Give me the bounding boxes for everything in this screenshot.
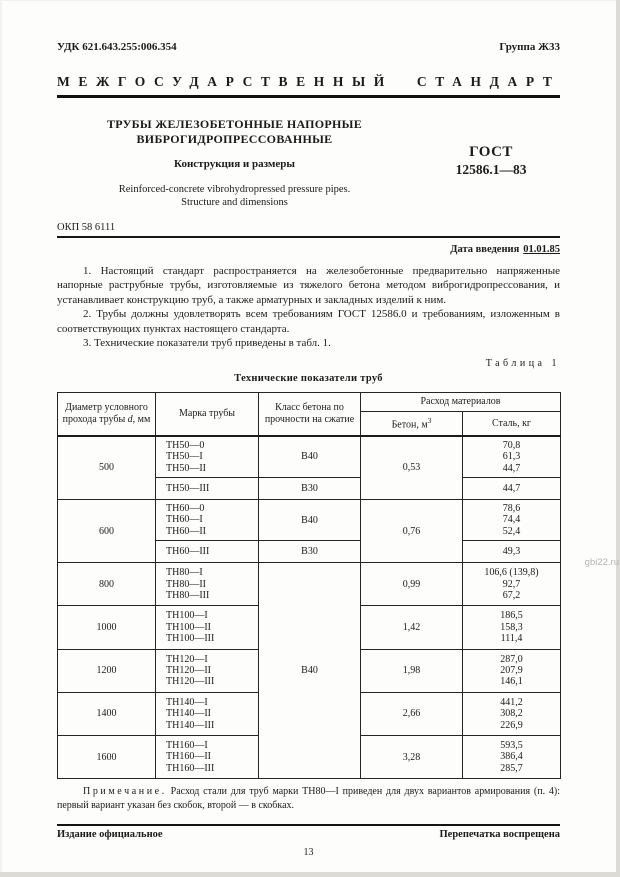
steel-cell: 49,3 <box>463 541 561 563</box>
diameter-cell: 500 <box>58 436 156 500</box>
concrete-cell: 0,76 <box>361 499 463 562</box>
diameter-cell: 1200 <box>58 649 156 692</box>
gost-designation-block <box>422 117 560 209</box>
gost-label: ГОСТ <box>469 144 513 160</box>
steel-value: 70,8 <box>502 439 521 451</box>
group-code: Группа Ж33 <box>499 41 560 53</box>
watermark: gbi22.ru <box>584 557 619 568</box>
class-cell: В40 <box>259 499 361 540</box>
steel-cell <box>463 736 561 779</box>
steel-cell <box>463 692 561 735</box>
steel-value: 158,3 <box>500 621 523 633</box>
table-header-row-1 <box>58 393 561 412</box>
mark-cell: ТН60—III <box>156 541 259 563</box>
footer-edition-label: Издание официальное <box>57 829 163 841</box>
mark-cell <box>156 692 259 735</box>
mark-value: ТН80—III <box>166 590 210 602</box>
steel-cell <box>463 563 561 606</box>
steel-cell <box>463 606 561 649</box>
class-cell-shared: В40 <box>259 563 361 779</box>
steel-value: 44,7 <box>502 462 521 474</box>
title-line-2: ВИБРОГИДРОПРЕССОВАННЫЕ <box>136 132 333 146</box>
mark-cell <box>156 606 259 649</box>
table-row-500-a <box>58 436 561 478</box>
udk-code: УДК 621.643.255:006.354 <box>57 41 177 53</box>
diameter-cell: 1600 <box>58 736 156 779</box>
mark-value: ТН60—I <box>166 514 203 526</box>
header-concrete-prefix: Бетон, м <box>391 419 428 431</box>
header-concrete-class: Класс бетона по прочности на сжатие <box>259 393 361 436</box>
mark-cell <box>156 436 259 478</box>
mark-value: ТН120—II <box>166 665 211 677</box>
concrete-cell: 0,53 <box>361 436 463 500</box>
mark-value: ТН140—I <box>166 696 208 708</box>
date-value: 01.01.85 <box>523 244 560 255</box>
mark-value: ТН160—III <box>166 762 215 774</box>
mark-value: ТН80—II <box>166 578 206 590</box>
mark-value: ТН100—I <box>166 610 208 622</box>
standard-type-heading: МЕЖГОСУДАРСТВЕННЫЙ СТАНДАРТ <box>57 74 561 89</box>
table-row-800 <box>58 563 561 606</box>
header-rule <box>57 95 560 98</box>
header-diameter-variable: d <box>127 414 133 426</box>
steel-cell <box>463 436 561 478</box>
steel-value: 285,7 <box>500 762 523 774</box>
mark-value: ТН50—II <box>166 462 206 474</box>
steel-value: 106,6 (139,8) <box>484 567 539 579</box>
mark-cell <box>156 499 259 540</box>
class-cell: В30 <box>259 477 361 499</box>
steel-value: 111,4 <box>500 633 523 645</box>
table-body <box>58 436 561 779</box>
header-diameter-prefix: Диаметр условного прохода трубы <box>62 402 148 426</box>
technical-indicators-table <box>57 392 561 779</box>
diameter-cell: 1000 <box>58 606 156 649</box>
mark-value: ТН120—I <box>166 653 208 665</box>
concrete-cell: 2,66 <box>361 692 463 735</box>
concrete-cell: 1,42 <box>361 606 463 649</box>
body-paragraphs <box>57 264 560 350</box>
mark-value: ТН50—0 <box>166 439 205 451</box>
mark-value: ТН100—II <box>166 621 211 633</box>
paragraph-2: 2. Трубы должны удовлетворять всем требованиям ГОСТ 12586.0 и требованиям, изложенным в соответствующих пунктах настоящего стандарта. <box>57 308 560 335</box>
diameter-cell: 600 <box>58 499 156 562</box>
mark-value: ТН140—III <box>166 719 215 731</box>
steel-value: 441,2 <box>500 696 523 708</box>
document-subtitle: Конструкция и размеры <box>174 158 295 170</box>
mark-value: ТН60—II <box>166 525 206 537</box>
note-label: Примечание. <box>83 786 167 798</box>
mark-value: ТН60—0 <box>166 502 205 514</box>
header-concrete-sup: 3 <box>427 416 432 426</box>
steel-value: 186,5 <box>500 610 523 622</box>
english-title <box>57 183 412 209</box>
paragraph-3: 3. Технические показатели труб приведены в табл. 1. <box>83 337 331 350</box>
gost-number: 12586.1—83 <box>455 162 527 177</box>
mark-value: ТН160—II <box>166 751 211 763</box>
steel-value: 593,5 <box>500 740 523 752</box>
concrete-cell: 1,98 <box>361 649 463 692</box>
steel-value: 308,2 <box>500 708 523 720</box>
footer-rule <box>57 824 560 827</box>
steel-cell <box>463 649 561 692</box>
okp-rule <box>57 236 560 238</box>
diameter-cell: 800 <box>58 563 156 606</box>
concrete-cell: 0,99 <box>361 563 463 606</box>
header-diameter-suffix: , мм <box>132 414 151 426</box>
mark-value: ТН120—III <box>166 676 215 688</box>
okp-code: ОКП 58 6111 <box>57 222 116 233</box>
steel-value: 287,0 <box>500 653 523 665</box>
header-concrete-volume <box>361 412 463 436</box>
mark-value: ТН140—II <box>166 708 211 720</box>
paragraph-1: 1. Настоящий стандарт распространяется на железобетонные предварительно напряженные напорные раструбные трубы, изготовляемые из тяжелого бетона методом виброгидропрессования, и устанавливает конструкцию труб, а также арматурных и закладных изделий к ним. <box>57 265 560 306</box>
title-line-1: ТРУБЫ ЖЕЛЕЗОБЕТОННЫЕ НАПОРНЫЕ <box>106 117 363 131</box>
steel-value: 226,9 <box>500 719 523 731</box>
page-number: 13 <box>303 847 314 859</box>
document-title <box>57 117 412 147</box>
diameter-cell: 1400 <box>58 692 156 735</box>
title-block <box>57 117 560 209</box>
english-title-line-2: Structure and dimensions <box>181 197 288 208</box>
english-title-line-1: Reinforced-concrete vibrohydropressed pressure pipes. <box>118 184 351 195</box>
document-meta-row <box>57 41 560 53</box>
footer-reprint-label: Перепечатка воспрещена <box>439 829 560 841</box>
steel-value: 146,1 <box>500 676 523 688</box>
steel-cell <box>463 499 561 540</box>
steel-value: 74,4 <box>502 514 521 526</box>
steel-value: 61,3 <box>502 451 521 463</box>
mark-value: ТН50—I <box>166 451 203 463</box>
mark-cell <box>156 563 259 606</box>
header-materials-group: Расход материалов <box>361 393 561 412</box>
steel-cell: 44,7 <box>463 477 561 499</box>
table-row-600-a <box>58 499 561 540</box>
steel-value: 67,2 <box>502 590 521 602</box>
table-note <box>57 785 560 811</box>
concrete-cell: 3,28 <box>361 736 463 779</box>
mark-cell <box>156 649 259 692</box>
note-text: Расход стали для труб марки ТН80—I приведен для двух вариантов армирования (п. 4): первый вариант указан без скобок, второй — в скобках. <box>57 786 560 811</box>
mark-cell <box>156 736 259 779</box>
mark-value: ТН160—I <box>166 740 208 752</box>
steel-value: 207,9 <box>500 665 523 677</box>
table-header <box>58 393 561 436</box>
header-diameter <box>58 393 156 436</box>
mark-value: ТН80—I <box>166 567 203 579</box>
steel-value: 386,4 <box>500 751 523 763</box>
class-cell: В30 <box>259 541 361 563</box>
footer <box>57 829 560 840</box>
mark-cell: ТН50—III <box>156 477 259 499</box>
table-label: Таблица 1 <box>485 358 560 370</box>
title-column <box>57 117 422 209</box>
steel-value: 52,4 <box>502 525 521 537</box>
date-label: Дата введения <box>450 244 520 255</box>
class-cell: В40 <box>259 436 361 478</box>
header-mark: Марка трубы <box>156 393 259 436</box>
mark-value: ТН100—III <box>166 633 215 645</box>
steel-value: 92,7 <box>502 578 521 590</box>
table-title: Технические показатели труб <box>234 373 383 385</box>
header-steel: Сталь, кг <box>463 412 561 436</box>
steel-value: 78,6 <box>502 502 521 514</box>
introduction-date <box>57 244 560 255</box>
